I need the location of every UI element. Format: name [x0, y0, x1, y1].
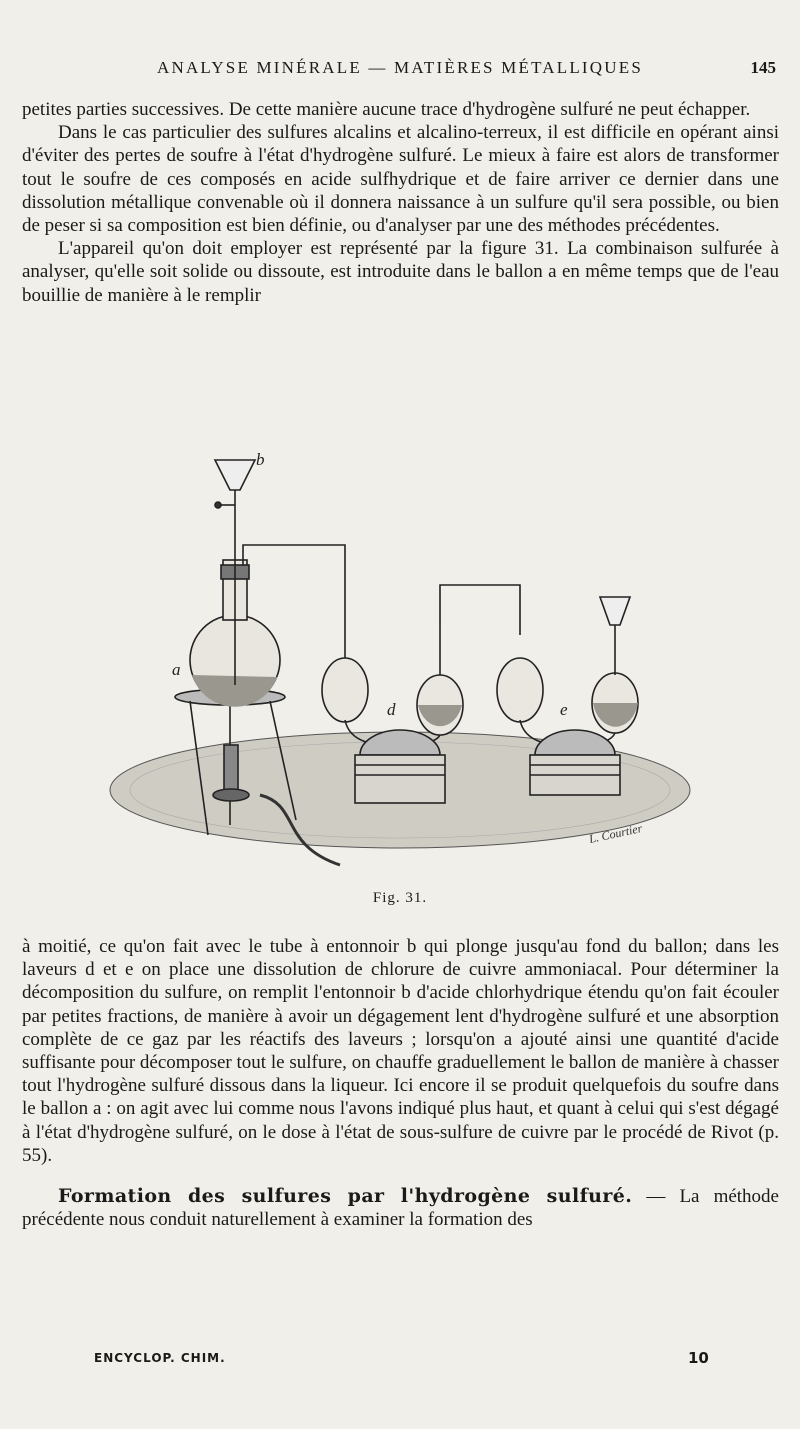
- section-title: Formation des sulfures par l'hydrogène sulfuré.: [58, 1185, 633, 1208]
- paragraph-3: L'appareil qu'on doit employer est représenté par la figure 31. La combinaison sulfurée à analyser, qu'elle soit solide ou dissoute, est introduite dans le ballon a en même temps que de l'eau bouillie de manière à le remplir: [22, 238, 779, 306]
- body-text-top: [22, 98, 779, 307]
- paragraph-4: à moitié, ce qu'on fait avec le tube à entonnoir b qui plonge jusqu'au fond du ballon; dans les laveurs d et e on place une dissolution de chlorure de cuivre ammoniacal. Pour déterminer la décomposition du sulfure, on remplit l'entonnoir b d'acide chlorhydrique étendu qu'on fait écouler par petites fractions, de manière à avoir un dégagement lent d'hydrogène sulfuré et une absorption complète de ce gaz par les réactifs des laveurs ; lorsqu'on a ajouté ainsi une quantité d'acide suffisante pour décomposer tout le sulfure, on chauffe graduellement le ballon de manière à chasser tout l'hydrogène sulfuré dissous dans la liqueur. Ici encore il se produit quelquefois du soufre dans le ballon a : on agit avec lui comme nous l'avons indiqué plus haut, et quant à celui qui s'est dégagé à l'état d'hydrogène sulfuré, on le dose à l'état de sous-sulfure de cuivre par le procédé de Rivot (p. 55).: [22, 936, 779, 1166]
- footer-sheet-number: 10: [688, 1349, 709, 1367]
- engraver-signature: L. Courtier: [587, 821, 644, 846]
- figure-caption: Fig. 31.: [372, 890, 428, 906]
- footer-signature-mark: ENCYCLOP. CHIM.: [94, 1351, 226, 1365]
- delivery-tube-2: [440, 585, 520, 635]
- apparatus-illustration: [100, 445, 700, 885]
- paragraph-5-text: — La méthode précédente nous conduit naturellement à examiner la formation des: [22, 1186, 779, 1231]
- label-d: d: [387, 700, 396, 719]
- label-a: a: [172, 660, 181, 679]
- paragraph-5: [22, 1185, 779, 1231]
- running-title: ANALYSE MINÉRALE — MATIÈRES MÉTALLIQUES: [157, 58, 643, 77]
- body-text-bottom: [22, 935, 779, 1231]
- page-number: 145: [750, 58, 776, 77]
- label-e: e: [560, 700, 568, 719]
- page-footer: [94, 1349, 714, 1369]
- figure-31-apparatus: [100, 445, 700, 885]
- page-header: [22, 58, 778, 82]
- label-b: b: [256, 450, 265, 469]
- paragraph-1: petites parties successives. De cette manière aucune trace d'hydrogène sulfuré ne peut échapper.: [22, 99, 751, 120]
- paragraph-2: Dans le cas particulier des sulfures alcalins et alcalino-terreux, il est difficile en opérant ainsi d'éviter des pertes de soufre à l'état d'hydrogène sulfuré. Le mieux à faire est alors de transformer tout le soufre de ces composés en acide sulfhydrique et de faire arriver ce dernier dans une dissolution métallique convenable où il donnera naissance à un sulfure qu'il sera possible, ou bien de peser si sa composition est bien définie, ou d'analyser par une des méthodes précédentes.: [22, 122, 779, 237]
